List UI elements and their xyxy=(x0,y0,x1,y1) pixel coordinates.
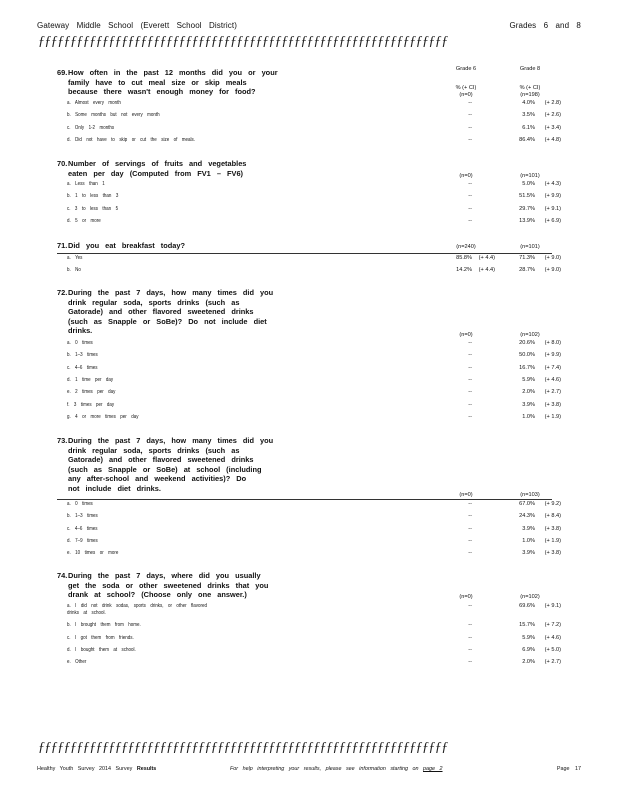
answer-label: a. Less than 1 xyxy=(67,181,105,187)
question-text-line: drank at school? (Choose only one answer.) xyxy=(68,590,247,599)
answer-label: e. Other xyxy=(67,659,87,666)
grade8-percent: 4.0% xyxy=(522,100,535,106)
grade6-percent: -- xyxy=(468,537,472,544)
answer-label: a. Yes xyxy=(67,255,83,261)
answer-label: b. 1–3 times xyxy=(67,352,98,359)
grade6-percent: -- xyxy=(468,352,472,359)
sample-size-grade8: (n=101) xyxy=(520,173,540,179)
question-text-line: During the past 7 days, where did you usually xyxy=(68,571,261,580)
grade8-percent: 3.5% xyxy=(522,112,535,119)
grade6-percent: -- xyxy=(468,193,472,200)
answer-label: c. Only 1-2 months xyxy=(67,124,115,131)
grade8-percent: 50.0% xyxy=(519,352,535,359)
grade8-percent: 1.0% xyxy=(522,413,535,420)
grade6-percent: -- xyxy=(468,364,472,371)
answer-label: b. No xyxy=(67,267,81,274)
answer-label: d. Did not have to skip or cut the size of meals. xyxy=(67,136,195,143)
grade8-percent: 69.6% xyxy=(519,603,535,609)
grade6-percent: -- xyxy=(468,112,472,119)
grade6-percent: -- xyxy=(468,181,472,187)
grade8-percent: 1.0% xyxy=(522,537,535,544)
grade8-ci: (+ 8.0) xyxy=(544,340,561,346)
grade8-ci: (+ 4.6) xyxy=(544,376,561,383)
grade8-ci: (+ 8.4) xyxy=(544,513,561,520)
grade6-ci: (+ 4.4) xyxy=(478,255,495,261)
grade6-percent: 85.8% xyxy=(456,255,472,261)
question-title xyxy=(57,436,457,493)
grade6-percent: -- xyxy=(468,340,472,346)
answer-label: f. 3 times per day xyxy=(67,401,115,408)
grade6-percent: -- xyxy=(468,413,472,420)
table-row xyxy=(57,620,561,632)
grade8-percent: 2.0% xyxy=(522,389,535,396)
question-text-line: because there wasn't enough money for food? xyxy=(68,87,256,96)
column-header-grade6-pct: % (+ CI) xyxy=(455,85,477,91)
sample-size-grade6: (n=0) xyxy=(459,594,473,600)
grade8-ci: (+ 2.7) xyxy=(544,659,561,666)
grade8-percent: 24.3% xyxy=(519,513,535,520)
grade8-ci: (+ 1.9) xyxy=(544,413,561,420)
header-school: Gateway Middle School (Everett School District) xyxy=(37,21,237,30)
answer-label: a. Almost every month xyxy=(67,100,121,106)
table-row xyxy=(57,98,561,110)
header-grades: Grades 6 and 8 xyxy=(509,21,581,30)
grade8-ci: (+ 2.6) xyxy=(544,112,561,119)
column-header-grade8: Grade 8 xyxy=(519,66,541,72)
grade8-ci: (+ 2.7) xyxy=(544,389,561,396)
question-title xyxy=(57,159,457,178)
answer-label-continued: drinks at school. xyxy=(67,610,106,616)
decorative-line-top: ƒƒƒƒƒƒƒƒƒƒƒƒƒƒƒƒƒƒƒƒƒƒƒƒƒƒƒƒƒƒƒƒƒƒƒƒƒƒƒƒƒƒƒƒƒƒƒƒƒƒƒƒƒƒƒƒƒƒƒƒƒƒƒƒ xyxy=(38,34,448,49)
table-row xyxy=(57,179,561,191)
column-header-grade6: Grade 6 xyxy=(455,66,477,72)
sample-size-grade8: (n=102) xyxy=(520,332,540,338)
question-text-line: Number of servings of fruits and vegetables xyxy=(68,159,247,168)
answer-label: c. I got them from friends. xyxy=(67,634,134,641)
question-69 xyxy=(57,68,457,97)
sample-size-grade6: (n=240) xyxy=(456,244,476,250)
question-title xyxy=(57,571,457,600)
sample-size-grade6: (n=0) xyxy=(459,332,473,338)
grade8-ci: (+ 9.9) xyxy=(544,193,561,200)
footer-help-link[interactable]: page 2 xyxy=(423,766,443,772)
answer-label: b. 1–3 times xyxy=(67,513,98,520)
grade8-ci: (+ 3.8) xyxy=(544,525,561,532)
answer-label: a. 0 times xyxy=(67,340,93,346)
grade6-percent: -- xyxy=(468,124,472,131)
answer-label: e. 10 times or more xyxy=(67,550,119,557)
sample-size-grade8: (n=103) xyxy=(520,492,540,498)
grade8-percent: 6.1% xyxy=(522,124,535,131)
answer-label: b. I brought them from home. xyxy=(67,622,141,629)
grade8-ci: (+ 9.2) xyxy=(544,501,561,507)
sample-size-grade8: (n=198) xyxy=(520,92,540,98)
grade6-percent: -- xyxy=(468,205,472,212)
answer-label: c. 4–6 times xyxy=(67,364,98,371)
question-number: 70. xyxy=(57,159,68,168)
grade8-percent: 67.0% xyxy=(519,501,535,507)
grade8-percent: 71.3% xyxy=(519,255,535,261)
answer-label: c. 4–6 times xyxy=(67,525,98,532)
table-row xyxy=(57,191,561,203)
footer-survey-name: Healthy Youth Survey 2014 Survey Results xyxy=(37,766,157,772)
question-number: 69. xyxy=(57,68,68,77)
table-row xyxy=(57,511,561,523)
answer-label: c. 3 to less than 5 xyxy=(67,205,119,212)
table-row xyxy=(57,265,561,277)
table-row xyxy=(57,633,561,645)
table-row xyxy=(57,499,561,511)
question-number: 71. xyxy=(57,241,68,250)
grade6-percent: -- xyxy=(468,622,472,629)
answer-label: a. 0 times xyxy=(67,501,93,507)
grade8-percent: 5.9% xyxy=(522,634,535,641)
table-row xyxy=(57,363,561,375)
question-title xyxy=(57,288,457,336)
question-text-line: Gatorade) and other flavored sweetened drinks xyxy=(68,307,254,316)
question-text-line: drinks. xyxy=(68,326,93,335)
grade8-ci: (+ 9.9) xyxy=(544,352,561,359)
grade8-ci: (+ 9.1) xyxy=(544,603,561,609)
table-row xyxy=(57,524,561,536)
question-text-line: drink regular soda, sports drinks (such as xyxy=(68,445,240,455)
question-title xyxy=(57,241,457,251)
table-row xyxy=(57,123,561,135)
table-row xyxy=(57,253,561,265)
question-number: 73. xyxy=(57,436,68,445)
grade8-percent: 16.7% xyxy=(519,364,535,371)
answer-label: d. 1 time per day xyxy=(67,376,114,383)
table-row xyxy=(57,338,561,350)
sample-size-grade6: (n=0) xyxy=(459,173,473,179)
grade8-ci: (+ 4.6) xyxy=(544,634,561,641)
question-number: 72. xyxy=(57,288,68,297)
grade8-ci: (+ 3.8) xyxy=(544,550,561,557)
table-row xyxy=(57,601,561,616)
table-row xyxy=(57,110,561,122)
grade8-percent: 51.5% xyxy=(519,193,535,200)
grade8-percent: 5.9% xyxy=(522,376,535,383)
grade8-ci: (+ 9.0) xyxy=(544,255,561,261)
grade8-percent: 29.7% xyxy=(519,205,535,212)
grade6-percent: -- xyxy=(468,401,472,408)
grade6-percent: -- xyxy=(468,217,472,224)
table-row xyxy=(57,216,561,228)
answer-label: b. 1 to less than 3 xyxy=(67,193,119,200)
column-header-grade8-pct: % (+ CI) xyxy=(519,85,541,91)
question-text-line: During the past 7 days, how many times did you xyxy=(68,288,274,297)
decorative-line-bottom: ƒƒƒƒƒƒƒƒƒƒƒƒƒƒƒƒƒƒƒƒƒƒƒƒƒƒƒƒƒƒƒƒƒƒƒƒƒƒƒƒƒƒƒƒƒƒƒƒƒƒƒƒƒƒƒƒƒƒƒƒƒƒƒƒ xyxy=(38,740,448,755)
grade8-percent: 5.0% xyxy=(522,181,535,187)
table-row xyxy=(57,135,561,147)
table-row xyxy=(57,645,561,657)
question-text-line: Did you eat breakfast today? xyxy=(68,241,186,250)
table-row xyxy=(57,350,561,362)
grade8-ci: (+ 9.0) xyxy=(544,267,561,274)
sample-size-grade6: (n=0) xyxy=(459,92,473,98)
grade8-percent: 86.4% xyxy=(519,136,535,143)
table-row xyxy=(57,412,561,424)
question-71 xyxy=(57,241,457,251)
answer-label: b. Some months but not every month xyxy=(67,112,160,119)
grade6-percent: -- xyxy=(468,136,472,143)
grade8-percent: 3.9% xyxy=(522,525,535,532)
grade8-ci: (+ 5.0) xyxy=(544,646,561,653)
grade8-ci: (+ 4.3) xyxy=(544,181,561,187)
grade8-ci: (+ 7.2) xyxy=(544,622,561,629)
grade6-percent: -- xyxy=(468,501,472,507)
grade8-percent: 6.9% xyxy=(522,646,535,653)
grade6-percent: -- xyxy=(468,389,472,396)
question-text-line: drink regular soda, sports drinks (such as xyxy=(68,297,240,307)
grade6-percent: 14.2% xyxy=(456,267,472,274)
question-text-line: eaten per day (Computed from FV1 – FV6) xyxy=(68,168,244,178)
grade6-percent: -- xyxy=(468,659,472,666)
grade6-percent: -- xyxy=(468,513,472,520)
grade8-ci: (+ 9.1) xyxy=(544,205,561,212)
sample-size-grade6: (n=0) xyxy=(459,492,473,498)
table-row xyxy=(57,375,561,387)
grade8-ci: (+ 1.9) xyxy=(544,537,561,544)
grade8-ci: (+ 3.8) xyxy=(544,401,561,408)
answer-label: g. 4 or more times per day xyxy=(67,413,139,420)
grade6-percent: -- xyxy=(468,634,472,641)
question-text-line: family have to cut meal size or skip meals xyxy=(68,77,247,87)
question-number: 74. xyxy=(57,571,68,580)
answer-label: a. I did not drink sodas, sports drinks, or other flavored xyxy=(67,603,207,609)
grade8-percent: 15.7% xyxy=(519,622,535,629)
sample-size-grade8: (n=102) xyxy=(520,594,540,600)
grade6-percent: -- xyxy=(468,550,472,557)
grade6-percent: -- xyxy=(468,376,472,383)
footer-page-number: Page 17 xyxy=(556,766,581,772)
question-70 xyxy=(57,159,457,178)
answer-label: d. I bought them at school. xyxy=(67,646,136,653)
grade6-percent: -- xyxy=(468,100,472,106)
grade8-percent: 3.9% xyxy=(522,550,535,557)
sample-size-grade8: (n=101) xyxy=(520,244,540,250)
question-74 xyxy=(57,571,457,600)
question-text-line: (such as Snapple or SoBe) at school (including xyxy=(68,464,262,474)
table-row xyxy=(57,400,561,412)
table-row xyxy=(57,536,561,548)
answer-label: e. 2 times per day xyxy=(67,389,116,396)
grade6-percent: -- xyxy=(468,603,472,609)
question-73 xyxy=(57,436,457,493)
grade6-ci: (+ 4.4) xyxy=(478,267,495,274)
footer-help-text: For help interpreting your results, please see information starting on page 2 xyxy=(230,766,443,772)
question-text-line: get the soda or other sweetened drinks that you xyxy=(68,580,269,590)
question-text-line: (such as Snapple or SoBe)? Do not include diet xyxy=(68,316,267,326)
grade8-percent: 28.7% xyxy=(519,267,535,274)
grade6-percent: -- xyxy=(468,525,472,532)
table-row xyxy=(57,548,561,560)
grade8-percent: 20.6% xyxy=(519,340,535,346)
table-row xyxy=(57,387,561,399)
grade8-ci: (+ 3.4) xyxy=(544,124,561,131)
question-text-line: During the past 7 days, how many times did you xyxy=(68,436,274,445)
answer-label: d. 5 or more xyxy=(67,217,101,224)
grade6-percent: -- xyxy=(468,646,472,653)
grade8-ci: (+ 7.4) xyxy=(544,364,561,371)
question-title xyxy=(57,68,457,97)
question-72 xyxy=(57,288,457,336)
grade8-ci: (+ 6.9) xyxy=(544,217,561,224)
table-row xyxy=(57,204,561,216)
table-row xyxy=(57,657,561,669)
grade8-percent: 2.0% xyxy=(522,659,535,666)
question-text-line: How often in the past 12 months did you or your xyxy=(68,68,278,77)
grade8-percent: 13.9% xyxy=(519,217,535,224)
answer-label: d. 7–9 times xyxy=(67,537,98,544)
question-text-line: Gatorade) and other flavored sweetened drinks xyxy=(68,455,254,464)
grade8-percent: 3.9% xyxy=(522,401,535,408)
grade8-ci: (+ 2.8) xyxy=(544,100,561,106)
question-text-line: any after-school and weekend activities)? Do xyxy=(68,474,247,483)
grade8-ci: (+ 4.8) xyxy=(544,136,561,143)
question-text-line: not include diet drinks. xyxy=(68,483,161,493)
